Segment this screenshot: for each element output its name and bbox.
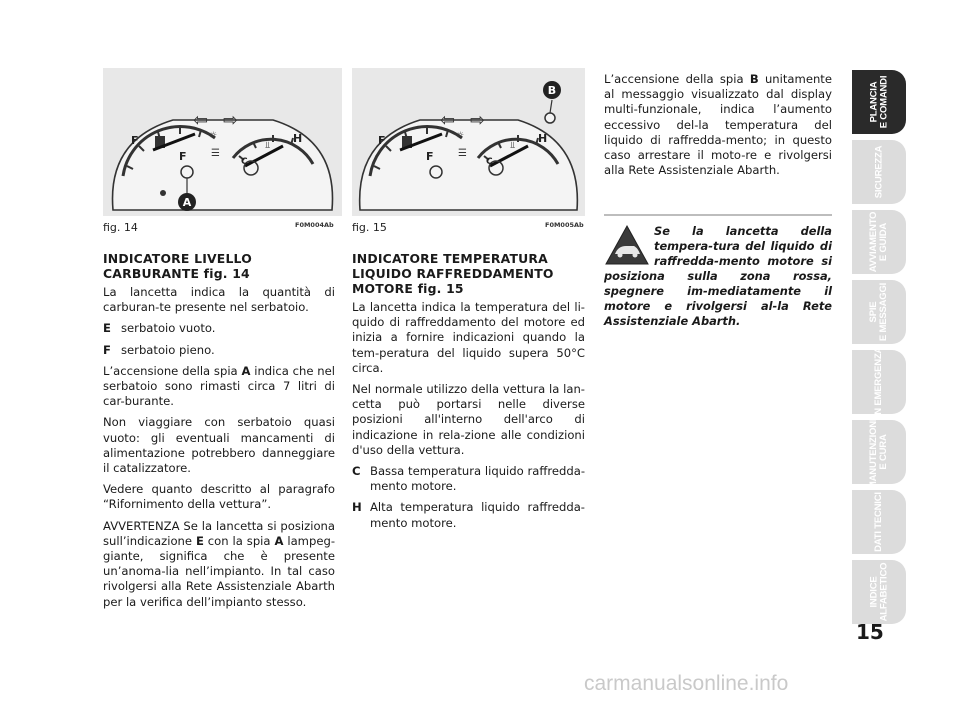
fuel-full-label: F: [378, 134, 386, 147]
coolant-paragraph-2: Nel normale utilizzo della vettura la lan-cetta può portarsi nelle diverse posizioni all'interno dell'arco di indicazione in rela-zione alle condizioni d'uso della vettura.: [352, 382, 585, 457]
coolant-def-high: H Alta temperatura liquido raffredda-mento motore.: [352, 500, 585, 530]
left-turn-arrow-icon: ⇦: [193, 110, 209, 131]
fuel-paragraph-1: La lancetta indica la quantità di carburan-te presente nel serbatoio.: [103, 285, 335, 315]
coolant-icon: ⫫: [510, 141, 516, 151]
tab-in-emergenza[interactable]: IN EMERGENZA: [852, 350, 906, 414]
figure-fuel-gauge: [103, 68, 342, 216]
tab-indice-alfabetico[interactable]: INDICE ALFABETICO: [852, 560, 906, 624]
cold-label: C: [241, 157, 248, 167]
right-turn-arrow-icon: ⇨: [223, 110, 239, 131]
fog-light-icon: ☼: [456, 131, 465, 141]
fig14-caption: fig. 14: [103, 221, 138, 234]
page-number: 15: [856, 620, 884, 644]
tab-avviamento-e-guida[interactable]: AVVIAMENTO E GUIDA: [852, 210, 906, 274]
hot-label: H: [293, 132, 303, 145]
coolant-def-low: C Bassa temperatura liquido raffredda-mento motore.: [352, 464, 585, 494]
tab-dati-tecnici[interactable]: DATI TECNICI: [852, 490, 906, 554]
warning-top-rule: [604, 214, 832, 216]
coolant-icon: ⫫: [265, 141, 271, 151]
right-turn-arrow-icon: ⇨: [470, 110, 486, 131]
cold-label: C: [486, 157, 493, 167]
coolant-section: [352, 251, 585, 537]
warning-light-paragraph: L’accensione della spia B unitamente al messaggio visualizzato dal display multi-funzionale, indica l’aumento eccessivo del-la temperatura del liquido di raffredda-mento; in questo caso arrestare il moto-re e rivolgersi alla Rete Assistenziale Abarth.: [604, 72, 832, 178]
fuel-heading: INDICATORE LIVELLO CARBURANTE fig. 14: [103, 251, 252, 281]
fuel-paragraph-3: Non viaggiare con serbatoio quasi vuoto: gli eventuali mancamenti di alimentazione potrebbero danneggiare il catalizzatore.: [103, 415, 335, 476]
warning-note: Se la lancetta della tempera-tura del liquido di raffredda-mento motore si posiziona sulla zona rossa, spegnere im-mediatamente il motore e rivolgersi al-la Rete Assistenziale Abarth.: [604, 224, 832, 328]
fuel-section: [103, 251, 335, 616]
coolant-heading: INDICATORE TEMPERATURA LIQUIDO RAFFREDDAMENTO MOTORE fig. 15: [352, 251, 554, 296]
fuel-warning-paragraph: AVVERTENZA Se la lancetta si posiziona sull’indicazione E con la spia A lampeg-giante, significa che è presente un’anoma-lia nell’impianto. In tal caso rivolgersi alla Rete Assistenziale Abarth per la verifica dell’impianto stesso.: [103, 518, 335, 609]
watermark: carmanualsonline.info: [584, 672, 789, 695]
fuel-def-full: F serbatoio pieno.: [103, 342, 215, 357]
fuel-paragraph-4: Vedere quanto descritto al paragrafo “Rifornimento della vettura”.: [103, 482, 335, 512]
tab-spie-e-messaggi[interactable]: SPIE E MESSAGGI: [852, 280, 906, 344]
callout-a-label: A: [182, 196, 192, 209]
tab-manutenzione-e-cura[interactable]: MANUTENZIONE E CURA: [852, 420, 906, 484]
hot-label: H: [538, 132, 548, 145]
left-turn-arrow-icon: ⇦: [440, 110, 456, 131]
temperature-warning-light: [545, 113, 555, 123]
fuel-paragraph-2: L’accensione della spia A indica che nel serbatoio sono rimasti circa 7 litri di car-burante.: [103, 363, 335, 409]
headlight-icon: ☰: [458, 148, 467, 159]
fig14-code: F0M004Ab: [295, 221, 334, 229]
tab-plancia-e-comandi[interactable]: PLANCIA E COMANDI: [852, 70, 906, 134]
tab-sicurezza[interactable]: SICUREZZA: [852, 140, 906, 204]
warning-light-section: [604, 72, 832, 184]
fuel-empty-label: F: [179, 150, 187, 163]
fuel-full-label: F: [131, 134, 139, 147]
fuel-empty-label: F: [426, 150, 434, 163]
fog-light-icon: ☼: [209, 131, 218, 141]
headlight-icon: ☰: [211, 148, 220, 159]
fuel-def-empty: E serbatoio vuoto.: [103, 321, 216, 336]
fig15-caption: fig. 15: [352, 221, 387, 234]
figure-temperature-gauge: [352, 68, 585, 216]
coolant-paragraph-1: La lancetta indica la temperatura del li-quido di raffreddamento del motore ed inizia a fornire indicazioni quando la tem-peratura del liquido supera 50°C circa.: [352, 300, 585, 375]
fig15-code: F0M005Ab: [545, 221, 584, 229]
fuel-warning-light: [181, 166, 193, 178]
callout-b-label: B: [547, 84, 557, 97]
